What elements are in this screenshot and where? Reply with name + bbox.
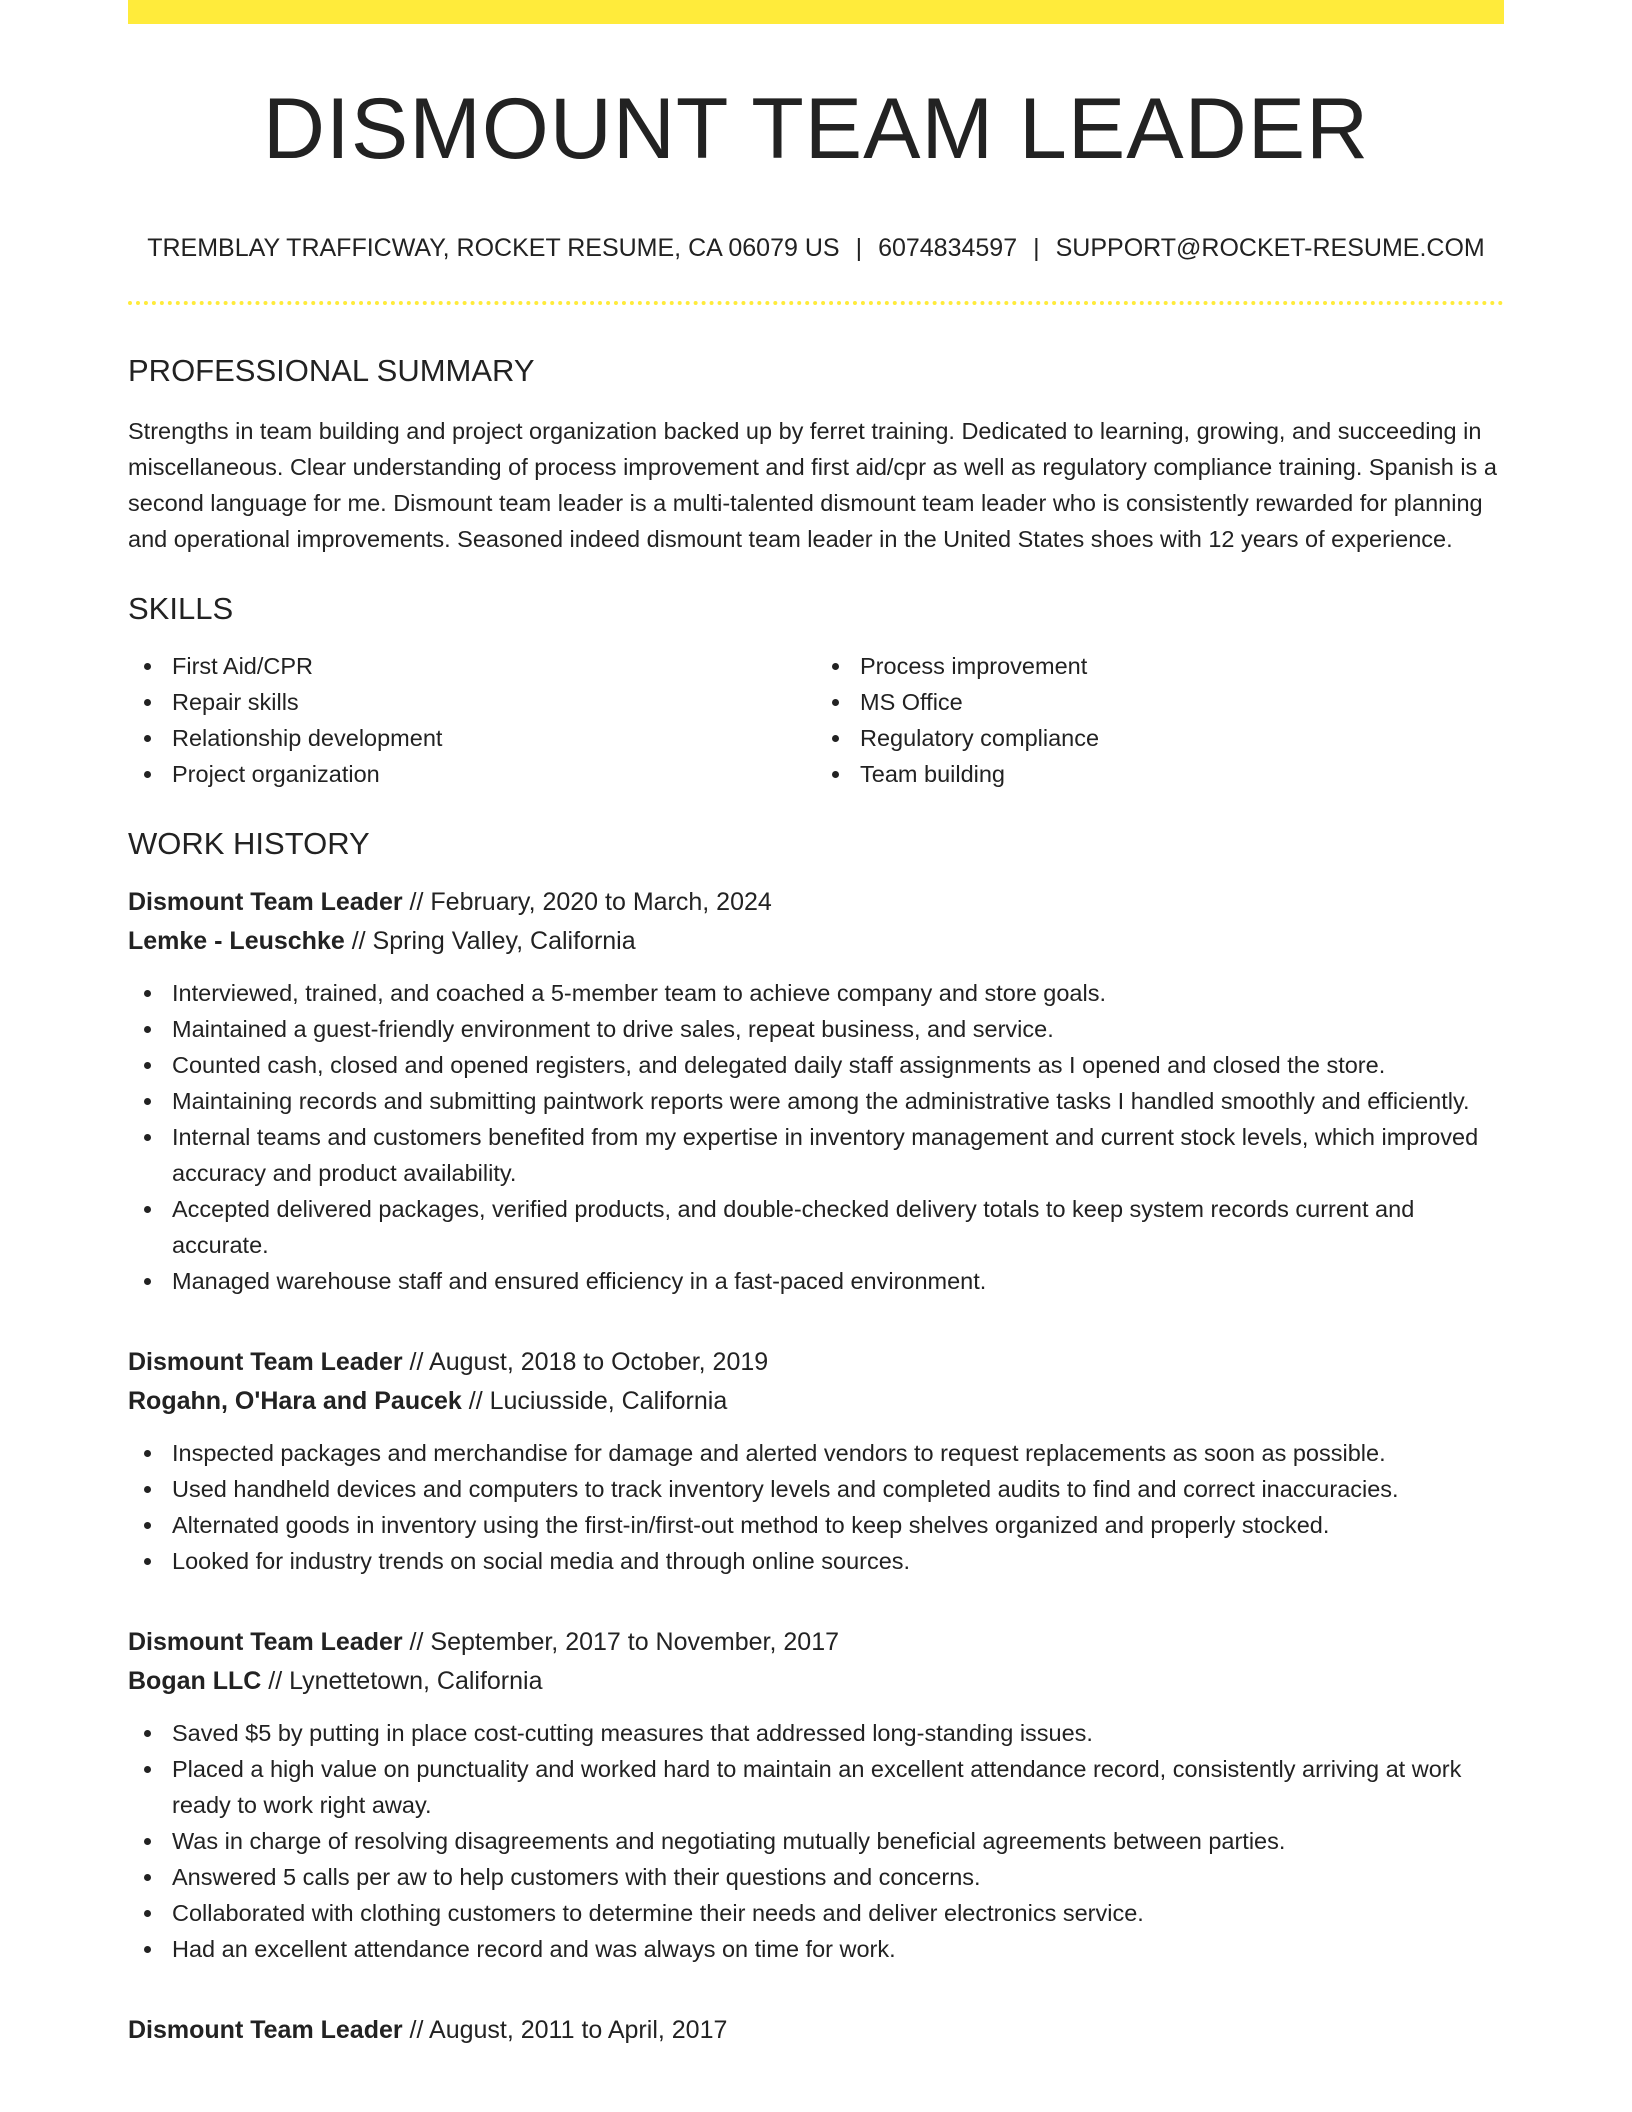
- header-divider: [128, 301, 1504, 305]
- job-bullet: Interviewed, trained, and coached a 5-member team to achieve company and store goals.: [128, 975, 1504, 1011]
- contact-address: TREMBLAY TRAFFICWAY, ROCKET RESUME, CA 06079 US: [147, 234, 840, 262]
- job-location: // Spring Valley, California: [344, 927, 636, 955]
- job-bullet: Inspected packages and merchandise for damage and alerted vendors to request replacements as soon as possible.: [128, 1435, 1504, 1471]
- job-company-line: [128, 1382, 1504, 1421]
- skills-grid: [128, 648, 1504, 792]
- skill-item: MS Office: [816, 684, 1504, 720]
- job-bullet: Answered 5 calls per aw to help customers with their questions and concerns.: [128, 1859, 1504, 1895]
- top-accent-bar: [128, 0, 1504, 24]
- job-title-line: [128, 1343, 1504, 1382]
- job-bullet: Was in charge of resolving disagreements and negotiating mutually beneficial agreements between parties.: [128, 1823, 1504, 1859]
- job-bullets: [128, 975, 1504, 1299]
- skills-column-right: [816, 648, 1504, 792]
- job-bullet: Alternated goods in inventory using the first-in/first-out method to keep shelves organized and properly stocked.: [128, 1507, 1504, 1543]
- job-entry: [128, 1343, 1504, 1579]
- job-title-line: [128, 883, 1504, 922]
- job-bullet: Maintaining records and submitting paintwork reports were among the administrative tasks I handled smoothly and efficiently.: [128, 1083, 1504, 1119]
- contact-separator: |: [1033, 234, 1040, 262]
- job-title-line: [128, 1623, 1504, 1662]
- job-bullet: Had an excellent attendance record and was always on time for work.: [128, 1931, 1504, 1967]
- job-company: Rogahn, O'Hara and Paucek: [128, 1387, 462, 1415]
- contact-line: [128, 236, 1504, 261]
- job-title-line: [128, 2011, 1504, 2050]
- skills-column-left: [128, 648, 816, 792]
- job-location: // Lynettetown, California: [261, 1667, 543, 1695]
- skill-item: Team building: [816, 756, 1504, 792]
- job-bullet: Counted cash, closed and opened registers, and delegated daily staff assignments as I opened and closed the store.: [128, 1047, 1504, 1083]
- job-company: Lemke - Leuschke: [128, 927, 345, 955]
- job-bullet: Used handheld devices and computers to track inventory levels and completed audits to find and correct inaccuracies.: [128, 1471, 1504, 1507]
- job-entry: [128, 1623, 1504, 1967]
- job-bullet: Looked for industry trends on social media and through online sources.: [128, 1543, 1504, 1579]
- job-company-line: [128, 922, 1504, 961]
- job-bullet: Accepted delivered packages, verified products, and double-checked delivery totals to keep system records current and accurate.: [128, 1191, 1504, 1263]
- job-title: Dismount Team Leader: [128, 2016, 403, 2044]
- job-bullet: Managed warehouse staff and ensured efficiency in a fast-paced environment.: [128, 1263, 1504, 1299]
- job-bullets: [128, 1715, 1504, 1967]
- job-bullet: Saved $5 by putting in place cost-cutting measures that addressed long-standing issues.: [128, 1715, 1504, 1751]
- job-company-line: [128, 1662, 1504, 1701]
- job-entry: [128, 883, 1504, 1299]
- contact-phone: 6074834597: [878, 234, 1018, 262]
- job-bullet: Placed a high value on punctuality and worked hard to maintain an excellent attendance record, consistently arriving at work ready to work right away.: [128, 1751, 1504, 1823]
- job-bullet: Collaborated with clothing customers to determine their needs and deliver electronics service.: [128, 1895, 1504, 1931]
- summary-text: Strengths in team building and project organization backed up by ferret training. Dedicated to learning, growing, and succeeding in miscellaneous. Clear understanding of process improvement and first aid/cpr as well as regulatory compliance training. Spanish is a second language for me. Dismount team leader is a multi-talented dismount team leader who is consistently rewarded for planning and operational improvements. Seasoned indeed dismount team leader in the United States shoes with 12 years of experience.: [128, 418, 1497, 552]
- job-bullet: Maintained a guest-friendly environment to drive sales, repeat business, and service.: [128, 1011, 1504, 1047]
- skill-item: Project organization: [128, 756, 816, 792]
- job-title: Dismount Team Leader: [128, 888, 403, 916]
- contact-separator: |: [855, 234, 863, 262]
- job-dates: // August, 2018 to October, 2019: [402, 1348, 769, 1376]
- job-company: Bogan LLC: [128, 1667, 262, 1695]
- job-dates: // February, 2020 to March, 2024: [402, 888, 772, 916]
- job-bullet: Internal teams and customers benefited from my expertise in inventory management and current stock levels, which improved accuracy and product availability.: [128, 1119, 1504, 1191]
- job-dates: // August, 2011 to April, 2017: [402, 2016, 728, 2044]
- job-title: Dismount Team Leader: [128, 1348, 403, 1376]
- work-history-heading: WORK HISTORY: [128, 826, 370, 861]
- job-bullets: [128, 1435, 1504, 1579]
- job-location: // Luciusside, California: [461, 1387, 728, 1415]
- skill-item: Regulatory compliance: [816, 720, 1504, 756]
- skill-item: Repair skills: [128, 684, 816, 720]
- job-entry: [128, 2011, 1504, 2050]
- job-title: Dismount Team Leader: [128, 1628, 403, 1656]
- skills-heading: SKILLS: [128, 591, 234, 626]
- skill-item: Relationship development: [128, 720, 816, 756]
- skill-item: Process improvement: [816, 648, 1504, 684]
- summary-heading: PROFESSIONAL SUMMARY: [128, 353, 535, 388]
- skill-item: First Aid/CPR: [128, 648, 816, 684]
- contact-email[interactable]: SUPPORT@ROCKET-RESUME.COM: [1055, 234, 1485, 262]
- resume-name: DISMOUNT TEAM LEADER: [262, 81, 1370, 177]
- job-dates: // September, 2017 to November, 2017: [402, 1628, 839, 1656]
